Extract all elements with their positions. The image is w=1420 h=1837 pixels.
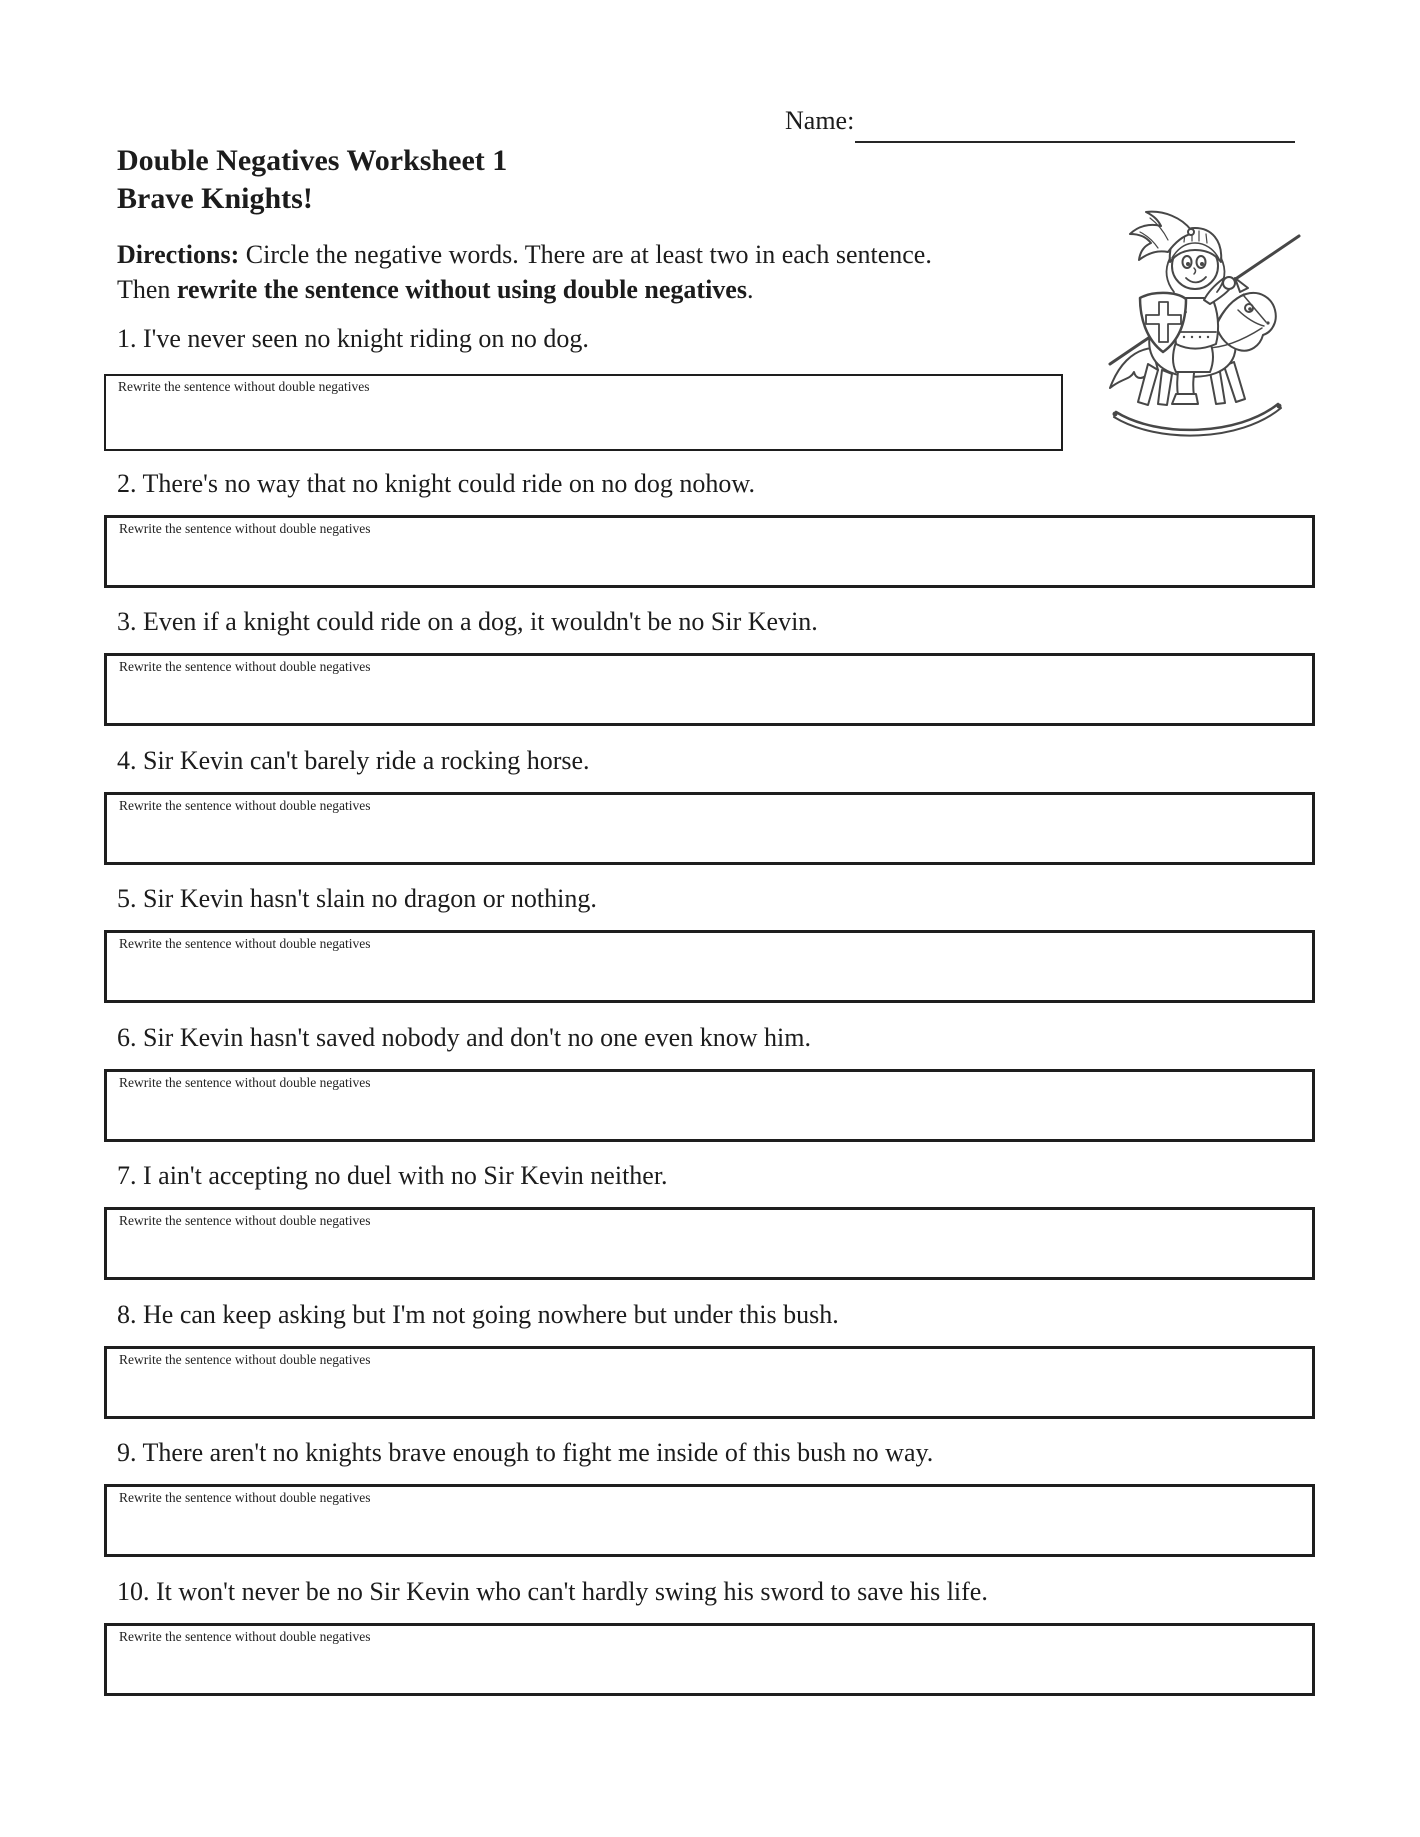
answer-box[interactable] xyxy=(104,374,1063,451)
answer-box-label: Rewrite the sentence without double negatives xyxy=(119,521,371,536)
directions-line2-bold: rewrite the sentence without using double negatives xyxy=(176,275,747,304)
directions-label: Directions: xyxy=(117,240,240,269)
sentence-text: Sir Kevin hasn't saved nobody and don't no one even know him. xyxy=(143,1023,811,1052)
sentence-text: Sir Kevin can't barely ride a rocking horse. xyxy=(143,746,590,775)
name-fill-in-line[interactable] xyxy=(855,141,1295,143)
worksheet-item xyxy=(104,1023,1315,1090)
worksheet-item xyxy=(104,607,1315,674)
sentence-number: 6. xyxy=(117,1023,137,1052)
sentence-number: 2. xyxy=(117,469,137,498)
answer-box[interactable] xyxy=(104,792,1315,865)
sentence-number: 8. xyxy=(117,1300,137,1329)
answer-box-label: Rewrite the sentence without double negatives xyxy=(119,936,371,951)
answer-box[interactable] xyxy=(104,1069,1315,1142)
sentence xyxy=(117,324,1315,354)
sentence-text: He can keep asking but I'm not going nowhere but under this bush. xyxy=(143,1300,839,1329)
sentence-text: Even if a knight could ride on a dog, it wouldn't be no Sir Kevin. xyxy=(143,607,818,636)
sentence xyxy=(117,1161,1315,1191)
title-line-2: Brave Knights! xyxy=(117,182,313,215)
sentence-text: It won't never be no Sir Kevin who can't hardly swing his sword to save his life. xyxy=(156,1577,988,1606)
name-label: Name: xyxy=(785,106,855,135)
sentence-number: 7. xyxy=(117,1161,137,1190)
directions-line-1 xyxy=(117,237,1117,272)
sentence-number: 1. xyxy=(117,324,137,353)
sentence-number: 9. xyxy=(117,1438,137,1467)
sentence xyxy=(117,469,1315,499)
sentence-number: 4. xyxy=(117,746,137,775)
worksheet-item xyxy=(104,884,1315,951)
worksheet-item xyxy=(104,1438,1315,1505)
directions-line2-prefix: Then xyxy=(117,275,177,304)
sentence xyxy=(117,1438,1315,1468)
directions-text: Circle the negative words. There are at least two in each sentence. xyxy=(239,240,932,269)
worksheet-item xyxy=(104,1300,1315,1367)
sentence-text: There's no way that no knight could ride on no dog nohow. xyxy=(142,469,755,498)
answer-box[interactable] xyxy=(104,930,1315,1003)
answer-box-label: Rewrite the sentence without double negatives xyxy=(119,1629,371,1644)
sentence-text: I've never seen no knight riding on no dog. xyxy=(143,324,589,353)
answer-box-label: Rewrite the sentence without double negatives xyxy=(119,798,371,813)
sentence-text: I ain't accepting no duel with no Sir Kevin neither. xyxy=(143,1161,668,1190)
sentence xyxy=(117,1577,1315,1607)
sentence-number: 5. xyxy=(117,884,137,913)
answer-box-label: Rewrite the sentence without double negatives xyxy=(119,1352,371,1367)
answer-box-label: Rewrite the sentence without double negatives xyxy=(119,659,371,674)
directions-line-2 xyxy=(117,272,1117,307)
answer-box-label: Rewrite the sentence without double negatives xyxy=(119,1490,371,1505)
answer-box[interactable] xyxy=(104,1207,1315,1280)
page-title xyxy=(117,142,507,218)
answer-box[interactable] xyxy=(104,1623,1315,1696)
worksheet-item xyxy=(104,324,1315,394)
sentence xyxy=(117,746,1315,776)
answer-box[interactable] xyxy=(104,515,1315,588)
sentence xyxy=(117,1023,1315,1053)
sentence xyxy=(117,607,1315,637)
worksheet-item xyxy=(104,1577,1315,1644)
answer-box-label: Rewrite the sentence without double negatives xyxy=(119,1075,371,1090)
sentence-number: 10. xyxy=(117,1577,150,1606)
sentence xyxy=(117,1300,1315,1330)
sentence-number: 3. xyxy=(117,607,137,636)
worksheet-item xyxy=(104,746,1315,813)
sentence xyxy=(117,884,1315,914)
answer-box-label: Rewrite the sentence without double negatives xyxy=(118,379,370,394)
answer-box[interactable] xyxy=(104,653,1315,726)
answer-box-label: Rewrite the sentence without double negatives xyxy=(119,1213,371,1228)
answer-box[interactable] xyxy=(104,1484,1315,1557)
directions-line2-suffix: . xyxy=(746,275,754,304)
sentence-text: There aren't no knights brave enough to fight me inside of this bush no way. xyxy=(142,1438,934,1467)
title-line-1: Double Negatives Worksheet 1 xyxy=(117,144,508,177)
sentence-text: Sir Kevin hasn't slain no dragon or nothing. xyxy=(143,884,597,913)
worksheet-item xyxy=(104,469,1315,536)
directions xyxy=(117,237,1117,307)
answer-box[interactable] xyxy=(104,1346,1315,1419)
worksheet-item xyxy=(104,1161,1315,1228)
